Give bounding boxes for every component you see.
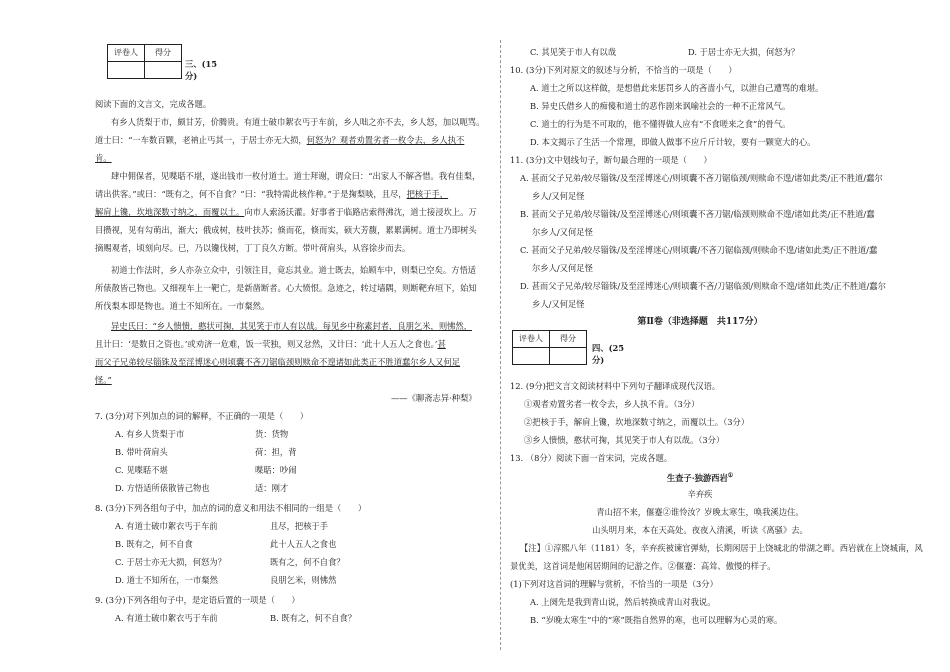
column-divider xyxy=(500,40,501,650)
q11-option-d[interactable]: D. 甚而父子兄弟/较尽锱铢/及至淫博迷心/则顷囊不吝/刀锯临颈/则赎命不遑/诸如此类/正不胜道/蠢尔 xyxy=(520,281,886,291)
q7-stem: 7. (3分)对下列加点的词的解释，不正确的一项是（ ） xyxy=(95,411,309,421)
q8-option-d-pair: 良朋乞米，则怫然 xyxy=(270,575,337,585)
score-table-header-grader: 评卷人 xyxy=(513,331,550,348)
underlined-sentence-4a: 甚 xyxy=(437,339,446,349)
passage-p2a: 肆中佣保者，见喋聒不堪，遂出钱市一枚付道士。道士拜谢，谓众曰：“出家人不解吝惜。我有佳梨， xyxy=(111,171,481,181)
passage-p3-line2: 所俵散皆己物也。又细视车上一靶亡，是新凿断者。心大愤恨。急迹之，转过墙隅，则断靶弃垣下，始知 xyxy=(95,283,477,293)
passage-p3a: 初道士作法时，乡人亦杂立众中，引领注目，竟忘其业。道士既去，始顾车中，则梨已空矣。方悟适 xyxy=(111,265,477,275)
q11-option-d-cont: 乡人/又何足怪 xyxy=(532,299,585,309)
poem-note-line-2: 景优美，这首词是他闲居期间的记游之作。②偃蹇：高耸、傲慢的样子。 xyxy=(510,561,776,571)
poem-note-line-1: 【注】①淳熙八年（1181）冬，辛弃疾被谏官弹劾，长期闲居于上饶城北的带湖之畔。西岩就在上饶城南，风 xyxy=(520,543,923,553)
q9-option-d[interactable]: D. 于居士亦无大损，何怒为？ xyxy=(688,47,800,57)
passage-p3-line3: 所伐梨本即是物也。道士不知所在。一市粲然。 xyxy=(95,301,270,311)
poem-title-note-mark: ① xyxy=(727,472,734,479)
q12-sentence-2: ②把核于手，解肩上镵，坎地深数寸纳之，而覆以土。（3分） xyxy=(524,417,750,427)
q8-option-c-pair: 既有之，何不自食？ xyxy=(270,557,345,567)
passage-p4-line4: 怪。” xyxy=(95,375,112,385)
q11-option-b[interactable]: B. 甚而父子兄弟/较尽锱铢/及至淫博迷心/则顷囊不吝刀锯/临颈则赎命不遑/诸如此类/正不胜道/蠢 xyxy=(520,209,875,219)
q9-option-a[interactable]: A. 有道士破巾絮衣丐于车前 xyxy=(115,613,218,623)
q13-option-b[interactable]: B. “岁晚太寒生”中的“寒”既指自然界的寒，也可以理解为心灵的寒。 xyxy=(530,615,783,625)
underlined-sentence-2b: 解肩上镵，坎地深数寸纳之，而覆以土。 xyxy=(95,207,245,217)
poem-title: 生查子·独游西岩 xyxy=(666,472,728,483)
q11-stem: 11. (3分)文中划线句子，断句最合理的一项是（ ） xyxy=(510,155,712,165)
score-table-header-grader: 评卷人 xyxy=(108,45,145,62)
q10-stem: 10. (3分)下列对原文的叙述与分析，不恰当的一项是（ ） xyxy=(510,65,737,75)
underlined-sentence-4b: 而父子兄弟较尽锱铢及至淫博迷心则顷囊不吝刀锯临颈则赎命不遑诸如此类正不胜道蠢尔乡人又何足 xyxy=(95,357,461,367)
underlined-sentence-2a: 把核于手， xyxy=(406,189,449,199)
passage-p2-line3: 解肩上镵，坎地深数寸纳之，而覆以土。向市人索汤沃灌。好事者于临路店索得沸沈，道士接浸坎上。万 xyxy=(95,207,477,217)
score-table-score-cell xyxy=(145,62,182,79)
passage-p1-line2: 道士曰：“一车数百颗，老衲止丐其一，于居士亦无大损，何怒为？观者劝置劣者一枚令去，乡人执不 xyxy=(95,135,465,145)
q7-option-c[interactable]: C. 见喋聒不堪 xyxy=(115,465,168,475)
poem-title-line xyxy=(510,470,890,484)
q8-option-b[interactable]: B. 既有之，何不自食 xyxy=(115,539,193,549)
part-2-heading: 第Ⅱ卷（非选择题 共117分） xyxy=(637,317,763,327)
q8-option-c[interactable]: C. 于居士亦无大损，何怒为？ xyxy=(115,557,226,567)
q9-option-b[interactable]: B. 既有之，何不自食？ xyxy=(270,613,357,623)
q7-option-b-gloss: 荷：担，背 xyxy=(255,447,297,457)
section-4-title: 四、(25 xyxy=(592,343,625,353)
q11-option-c[interactable]: C. 甚而父子兄弟/较尽锱铢/及至淫博迷心/则顷囊/不吝刀锯临颈/则赎命不遑/诸如此类/正不胜道/蠢 xyxy=(520,245,878,255)
passage-p1a: 有乡人货梨于市，颇甘芳，价腾贵。有道士破巾絮衣丐于车前，乡人咄之亦不去，乡人怒，加以呃骂。 xyxy=(111,117,485,127)
section-3-title: 三、(15 xyxy=(185,59,218,69)
poem-line-2: 山头明月来，本在天高处。夜夜入清溪，听读《离骚》去。 xyxy=(592,525,808,535)
passage-source: ——《聊斋志异·种梨》 xyxy=(391,393,477,403)
passage-p4a: 异史氏曰：“乡人愦愦，憨状可掬，其见笑于市人有以哉。每见乡中称素封者，良朋乞米，则怫然， xyxy=(111,321,473,331)
score-table-header-score: 得分 xyxy=(550,331,587,348)
section-4-points: 分) xyxy=(592,355,605,365)
q9-option-c[interactable]: C. 其见笑于市人有以哉 xyxy=(530,47,616,57)
q7-option-c-gloss: 喋聒：吵闹 xyxy=(255,465,297,475)
q8-option-a-pair: 且尽，把核于手 xyxy=(270,521,329,531)
poem-author: 辛弃疾 xyxy=(687,489,713,499)
score-table-score-cell xyxy=(550,348,587,365)
passage-p2-line4: 目攒视，见有勾萌出，渐大；俄成树，枝叶扶苏；倏而花，倏而实，硕大芳馥，累累满树。道士乃即树头 xyxy=(95,225,477,235)
q9-stem: 9. (3分)下列各组句子中，是定语后置的一项是（ ） xyxy=(95,595,300,605)
q7-option-b[interactable]: B. 带叶荷肩头 xyxy=(115,447,168,457)
q10-option-b[interactable]: B. 异史氏借乡人的痴傻和道士的恶作剧来讽喻社会的一种不正常风气。 xyxy=(530,101,791,111)
passage-p4-line2: 且计曰：‘是数日之资也。’或劝济一危难，饭一茕独，则又忿然，又计曰：‘此十人五人之食也。’甚 xyxy=(95,339,446,349)
q8-stem: 8. (3分)下列各组句子中，加点的词的意义和用法不相同的一组是（ ） xyxy=(95,503,367,513)
q13-option-a[interactable]: A. 上阕先是我到青山说，然后转换成青山对我说。 xyxy=(530,597,716,607)
q12-sentence-3: ③乡人愦愦，憨状可掬，其见笑于市人有以哉。（3分） xyxy=(524,435,725,445)
poem-line-1: 青山招不来，偃蹇②谁怜汝？岁晚太寒生，唤我溪边住。 xyxy=(596,507,804,517)
q13-sub1-stem: (1)下列对这首词的理解与赏析，不恰当的一项是（3分） xyxy=(510,579,718,589)
q11-option-c-cont: 尔乡人/又何足怪 xyxy=(532,263,593,273)
q12-stem: 12. (9分)把文言文阅读材料中下列句子翻译成现代汉语。 xyxy=(510,381,721,391)
q8-option-b-pair: 此十人五人之食也 xyxy=(270,539,337,549)
reading-intro: 阅读下面的文言文，完成各题。 xyxy=(95,99,212,109)
score-table-sec4 xyxy=(512,330,587,365)
score-table-header-score: 得分 xyxy=(145,45,182,62)
q11-option-b-cont: 尔乡人/又何足怪 xyxy=(532,227,593,237)
underlined-sentence-1: 何怒为？观者劝置劣者一枚令去，乡人执不 xyxy=(306,135,465,145)
passage-p1-line3: 肯。 xyxy=(95,153,112,163)
q8-option-a[interactable]: A. 有道士破巾絮衣丐于车前 xyxy=(115,521,218,531)
q7-option-a-gloss: 货：货物 xyxy=(255,429,289,439)
passage-p2-line2: 请出供客。”或曰：“既有之，何不自食？”曰：“我特需此核作种。”于是掬梨啖，且尽，把核于手， xyxy=(95,189,449,199)
q10-option-a[interactable]: A. 道士之所以这样做，是想借此来惩罚乡人的吝啬小气，以泄自己遭骂的难堪。 xyxy=(530,83,824,93)
q10-option-d[interactable]: D. 本文揭示了生活一个常理，即做人做事不应斤斤计较，要有一颗宽大的心。 xyxy=(530,137,816,147)
q7-option-d[interactable]: D. 方悟适所俵散皆己物也 xyxy=(115,483,210,493)
score-table-grader-cell xyxy=(108,62,145,79)
passage-p2-line5: 摘赐观者，顷刻向尽。已，乃以镵伐树，丁丁良久方断。带叶荷肩头，从容徐步而去。 xyxy=(95,243,411,253)
q13-stem: 13. （8分）阅读下面一首宋词，完成各题。 xyxy=(510,453,673,463)
q11-option-a-cont: 乡人/又何足怪 xyxy=(532,191,585,201)
section-3-points: 分) xyxy=(185,71,198,81)
q8-option-d[interactable]: D. 道士不知所在，一市粲然 xyxy=(115,575,218,585)
q7-option-a[interactable]: A. 有乡人货梨于市 xyxy=(115,429,185,439)
q12-sentence-1: ①观者劝置劣者一枚令去，乡人执不肯。（3分） xyxy=(524,399,700,409)
score-table-grader-cell xyxy=(513,348,550,365)
q11-option-a[interactable]: A. 甚而父子兄弟/较尽锱铢/及至淫博迷心/则顷囊不吝刀锯临颈/则赎命不遑/诸如此类/正不胜道/蠢尔 xyxy=(520,173,883,183)
score-table-sec3 xyxy=(107,44,182,79)
q7-option-d-gloss: 适：刚才 xyxy=(255,483,289,493)
q10-option-c[interactable]: C. 道士的行为是不可取的，他不懂得做人应有“不食嗟来之食”的骨气。 xyxy=(530,119,791,129)
